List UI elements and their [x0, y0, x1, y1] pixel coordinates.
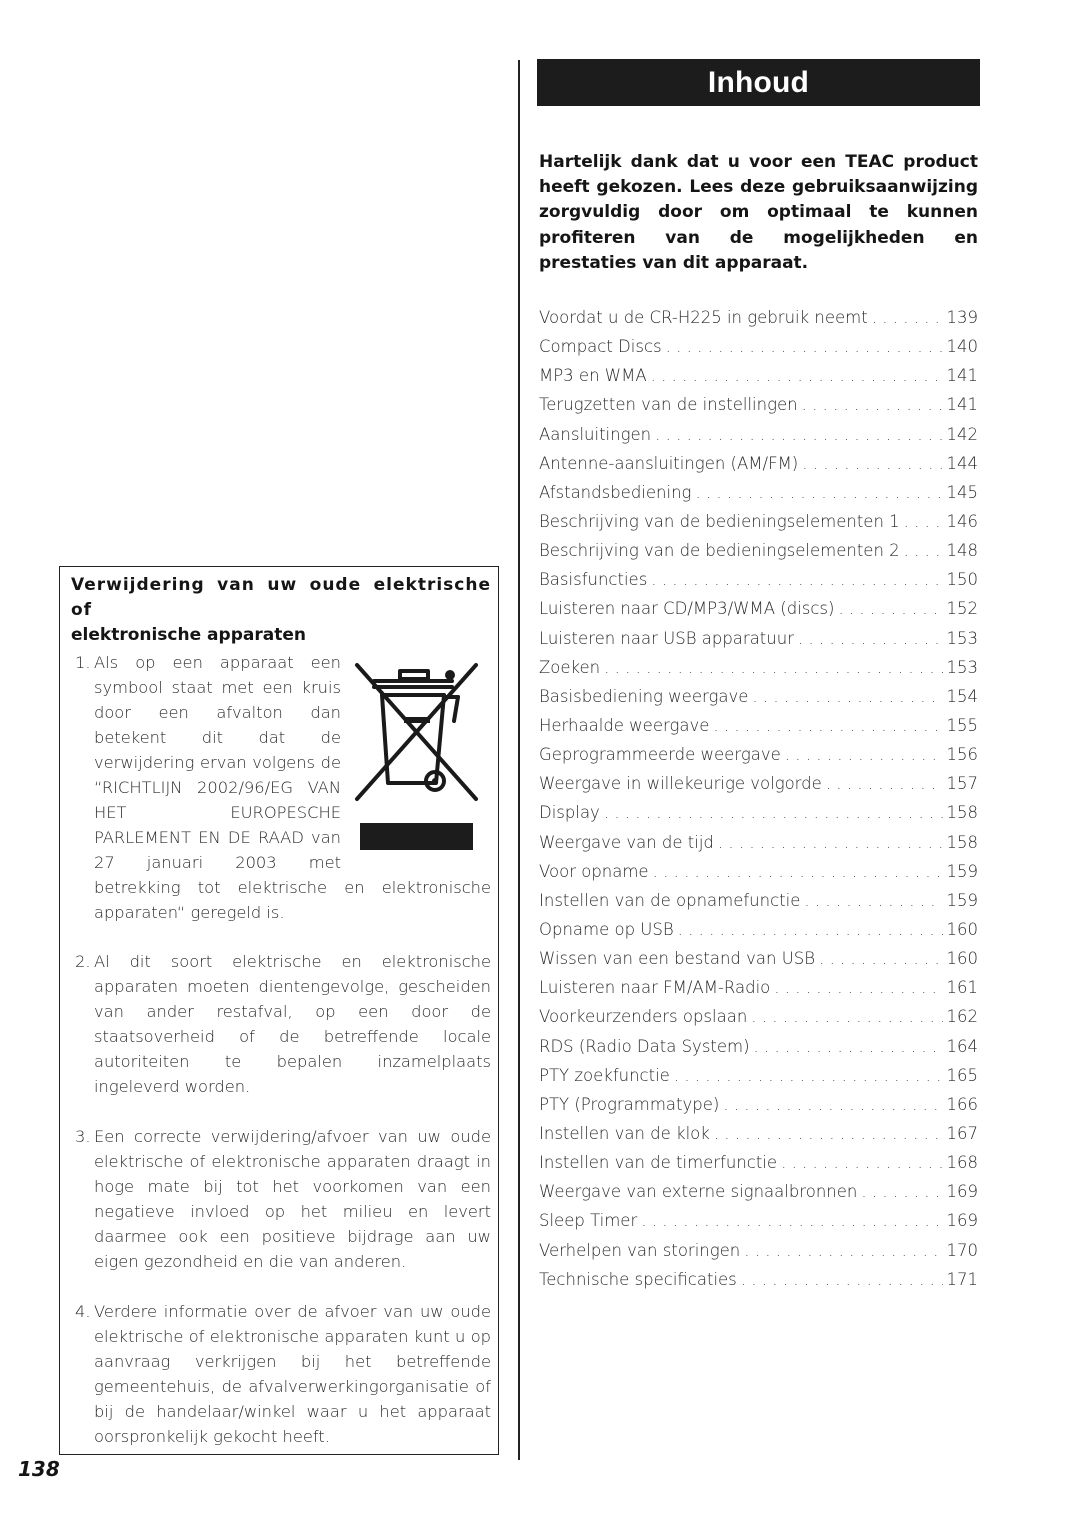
toc-entry	[539, 337, 978, 366]
toc-entry-page: 164	[946, 1036, 978, 1056]
toc-leader-dots	[651, 570, 942, 589]
toc-entry-title: PTY zoekfunctie	[539, 1065, 670, 1085]
toc-entry-page: 156	[946, 745, 978, 765]
toc-entry-page: 167	[946, 1123, 978, 1143]
toc-leader-dots	[641, 1211, 942, 1230]
waste-item-1: 1. Als op een apparaat een symbool staat met een kruis door een afvalton dan betekent dit dat de verwijdering ervan volgens de “RICHTLIJN 2002/96/EG VAN HET EUROPESCHE PARLEMENT EN DE RAAD van 27 januari 2003 met betrekking tot elektrische en elektronische apparaten“ geregeld is.	[75, 650, 491, 925]
toc-entry-title: Wissen van een bestand van USB	[539, 949, 816, 969]
toc-entry-title: MP3 en WMA	[539, 366, 647, 386]
toc-entry	[539, 949, 978, 978]
toc-entry	[539, 629, 978, 658]
toc-entry	[539, 1211, 978, 1240]
toc-leader-dots	[802, 454, 942, 473]
toc-entry-title: Verhelpen van storingen	[539, 1240, 741, 1260]
toc-entry	[539, 512, 978, 541]
toc-entry-page: 155	[946, 715, 978, 735]
toc-leader-dots	[604, 803, 943, 822]
toc-entry	[539, 599, 978, 628]
crossed-out-wheelie-bin-icon	[352, 659, 480, 804]
toc-entry	[539, 716, 978, 745]
toc-leader-dots	[904, 541, 943, 560]
toc-entry-title: Weergave van de tijd	[539, 832, 714, 852]
toc-entry	[539, 570, 978, 599]
toc-entry	[539, 1095, 978, 1124]
toc-entry-page: 160	[946, 919, 978, 939]
toc-leader-dots	[819, 949, 942, 968]
toc-leader-dots	[861, 1182, 942, 1201]
toc-leader-dots	[904, 512, 943, 531]
toc-entry-title: Luisteren naar FM/AM-Radio	[539, 978, 771, 998]
toc-leader-dots	[744, 1241, 942, 1260]
toc-entry-title: Antenne-aansluitingen (AM/FM)	[539, 453, 799, 473]
toc-entry-title: Basisfuncties	[539, 570, 648, 590]
toc-entry-title: Compact Discs	[539, 337, 662, 357]
toc-entry-title: Instellen van de opnamefunctie	[539, 890, 801, 910]
toc-entry	[539, 1124, 978, 1153]
toc-entry-page: 141	[946, 366, 978, 386]
toc-leader-dots	[678, 920, 943, 939]
toc-entry-title: Weergave van externe signaalbronnen	[539, 1182, 858, 1202]
toc-entry-title: Terugzetten van de instellingen	[539, 395, 798, 415]
toc-entry-page: 169	[946, 1182, 978, 1202]
toc-leader-dots	[653, 862, 943, 881]
toc-entry-page: 146	[946, 511, 978, 531]
toc-entry-page: 158	[946, 803, 978, 823]
toc-entry	[539, 395, 978, 424]
toc-leader-dots	[802, 395, 943, 414]
waste-item-1-line: “RICHTLIJN 2002/96/EG VAN	[94, 778, 341, 797]
toc-leader-dots	[754, 1037, 943, 1056]
toc-entry-page: 170	[946, 1240, 978, 1260]
toc-entry-title: Instellen van de klok	[539, 1123, 710, 1143]
toc-entry-page: 166	[946, 1094, 978, 1114]
toc-entry	[539, 803, 978, 832]
toc-leader-dots	[838, 599, 942, 618]
toc-entry-title: Display	[539, 803, 600, 823]
toc-entry-page: 168	[946, 1153, 978, 1173]
toc-entry	[539, 978, 978, 1007]
toc-entry	[539, 920, 978, 949]
toc-entry-title: Luisteren naar CD/MP3/WMA (discs)	[539, 599, 835, 619]
toc-entry-title: Zoeken	[539, 657, 601, 677]
toc-entry	[539, 425, 978, 454]
toc-entry-page: 162	[946, 1007, 978, 1027]
toc-entry	[539, 862, 978, 891]
toc-entry-page: 145	[946, 482, 978, 502]
toc-leader-dots	[741, 1270, 943, 1289]
toc-entry-title: Afstandsbediening	[539, 482, 692, 502]
page-title: Inhoud	[537, 59, 980, 106]
toc-leader-dots	[872, 308, 943, 327]
toc-leader-dots	[751, 1007, 942, 1026]
toc-entry	[539, 1066, 978, 1095]
toc-entry-page: 140	[946, 337, 978, 357]
toc-entry-page: 153	[946, 628, 978, 648]
waste-item-1-line: 27 januari 2003 met	[94, 853, 341, 872]
toc-leader-dots	[718, 833, 943, 852]
toc-entry-title: Beschrijving van de bedieningselementen 1	[539, 511, 900, 531]
toc-entry-title: Sleep Timer	[539, 1211, 638, 1231]
toc-entry-page: 159	[946, 861, 978, 881]
toc-entry-title: Voordat u de CR-H225 in gebruik neemt	[539, 308, 868, 327]
toc-entry-title: Luisteren naar USB apparatuur	[539, 628, 794, 648]
toc-entry	[539, 833, 978, 862]
waste-item-1-line: betekent dit dat de	[94, 728, 341, 747]
toc-entry	[539, 1153, 978, 1182]
toc-entry	[539, 483, 978, 512]
waste-item-3: 3. Een correcte verwijdering/afvoer van uw oude elektrische of elektronische apparaten draagt in hoge mate bij tot het voorkomen van een negatieve invloed op het milieu en levert daarmee ook een positieve bijdrage aan uw eigen gezondheid en die van anderen.	[75, 1127, 491, 1271]
toc-entry	[539, 1007, 978, 1036]
toc-entry-page: 159	[946, 890, 978, 910]
toc-leader-dots	[604, 658, 942, 677]
toc-entry	[539, 687, 978, 716]
toc-entry	[539, 541, 978, 570]
toc-leader-dots	[785, 745, 943, 764]
toc-entry	[539, 1241, 978, 1270]
toc-entry-title: Aansluitingen	[539, 424, 652, 444]
toc-entry-title: Beschrijving van de bedieningselementen 2	[539, 541, 900, 561]
toc-entry-page: 158	[946, 832, 978, 852]
toc-leader-dots	[714, 1124, 943, 1143]
toc-entry	[539, 454, 978, 483]
waste-item-2: 2. Al dit soort elektrische en elektronische apparaten moeten dientengevolge, gescheiden van ander restafval, op een door de staatsoverheid of de betreffende locale autoriteiten te bepalen inzamelplaats ingeleverd worden.	[75, 952, 491, 1096]
toc-entry	[539, 1270, 978, 1299]
toc-leader-dots	[774, 978, 942, 997]
toc-entry-title: Basisbediening weergave	[539, 686, 749, 706]
toc-entry	[539, 366, 978, 395]
toc-leader-dots	[651, 366, 943, 385]
toc-leader-dots	[695, 483, 942, 502]
waste-item-1-line: verwijdering ervan volgens de	[94, 753, 341, 772]
toc-entry-title: Voor opname	[539, 861, 649, 881]
waste-item-4: 4. Verdere informatie over de afvoer van uw oude elektrische of elektronische apparaten kunt u op aanvraag verkrijgen bij het betreffende gemeentehuis, de afvalverwerkingorganisatie of bij de handelaar/winkel waar u het apparaat oorspronkelijk gekocht heeft.	[75, 1302, 491, 1446]
page-number: 138	[18, 1457, 60, 1481]
toc-entry-page: 139	[946, 308, 978, 327]
waste-box-title: Verwijdering van uw oude elektrische of elektronische apparaten	[71, 575, 491, 645]
toc-entry-title: Instellen van de timerfunctie	[539, 1153, 778, 1173]
toc-entry-page: 154	[946, 686, 978, 706]
toc-leader-dots	[655, 425, 942, 444]
toc-entry	[539, 745, 978, 774]
toc-entry-page: 144	[946, 453, 978, 473]
toc-entry	[539, 1182, 978, 1211]
toc-entry-page: 171	[946, 1269, 978, 1289]
waste-item-1-line: symbool staat met een kruis	[94, 678, 341, 697]
toc-leader-dots	[781, 1153, 942, 1172]
toc-leader-dots	[674, 1066, 943, 1085]
toc-entry	[539, 308, 978, 337]
toc-entry-title: RDS (Radio Data System)	[539, 1036, 750, 1056]
toc-entry-title: Herhaalde weergave	[539, 715, 710, 735]
waste-disposal-box	[59, 566, 499, 1455]
marking-bar	[360, 823, 473, 850]
toc-leader-dots	[752, 687, 942, 706]
toc-leader-dots	[713, 716, 942, 735]
toc-entry-title: Technische specificaties	[539, 1269, 737, 1289]
toc-entry	[539, 1037, 978, 1066]
table-of-contents	[539, 308, 978, 1299]
toc-entry-title: Weergave in willekeurige volgorde	[539, 774, 822, 794]
toc-entry-page: 152	[946, 599, 978, 619]
toc-leader-dots	[826, 774, 943, 793]
toc-leader-dots	[723, 1095, 942, 1114]
toc-entry	[539, 774, 978, 803]
toc-entry-title: Voorkeurzenders opslaan	[539, 1007, 748, 1027]
toc-entry-page: 169	[946, 1211, 978, 1231]
toc-leader-dots	[666, 337, 943, 356]
toc-entry	[539, 891, 978, 920]
toc-entry-page: 165	[946, 1065, 978, 1085]
waste-item-1-line: Als op een apparaat een	[94, 653, 341, 672]
toc-entry-page: 160	[946, 949, 978, 969]
toc-entry-page: 153	[946, 657, 978, 677]
toc-entry-page: 157	[946, 774, 978, 794]
intro-paragraph: Hartelijk dank dat u voor een TEAC product heeft gekozen. Lees deze gebruiksaanwijzing zorgvuldig door om optimaal te kunnen profiteren van de mogelijkheden en prestaties van dit apparaat.	[539, 152, 978, 273]
waste-item-1-line: PARLEMENT EN DE RAAD van	[94, 828, 341, 847]
waste-item-1-line: HET EUROPESCHE	[94, 803, 341, 822]
toc-entry-page: 141	[946, 395, 978, 415]
toc-entry-title: Geprogrammeerde weergave	[539, 745, 781, 765]
toc-entry-page: 161	[946, 978, 978, 998]
toc-entry	[539, 658, 978, 687]
toc-entry-page: 148	[946, 541, 978, 561]
toc-entry-title: PTY (Programmatype)	[539, 1094, 720, 1114]
waste-item-1-line: door een afvalton dan	[94, 703, 341, 722]
toc-entry-title: Opname op USB	[539, 919, 674, 939]
toc-leader-dots	[804, 891, 942, 910]
column-divider	[518, 60, 520, 1460]
toc-entry-page: 142	[946, 424, 978, 444]
toc-leader-dots	[798, 629, 943, 648]
toc-entry-page: 150	[946, 570, 978, 590]
